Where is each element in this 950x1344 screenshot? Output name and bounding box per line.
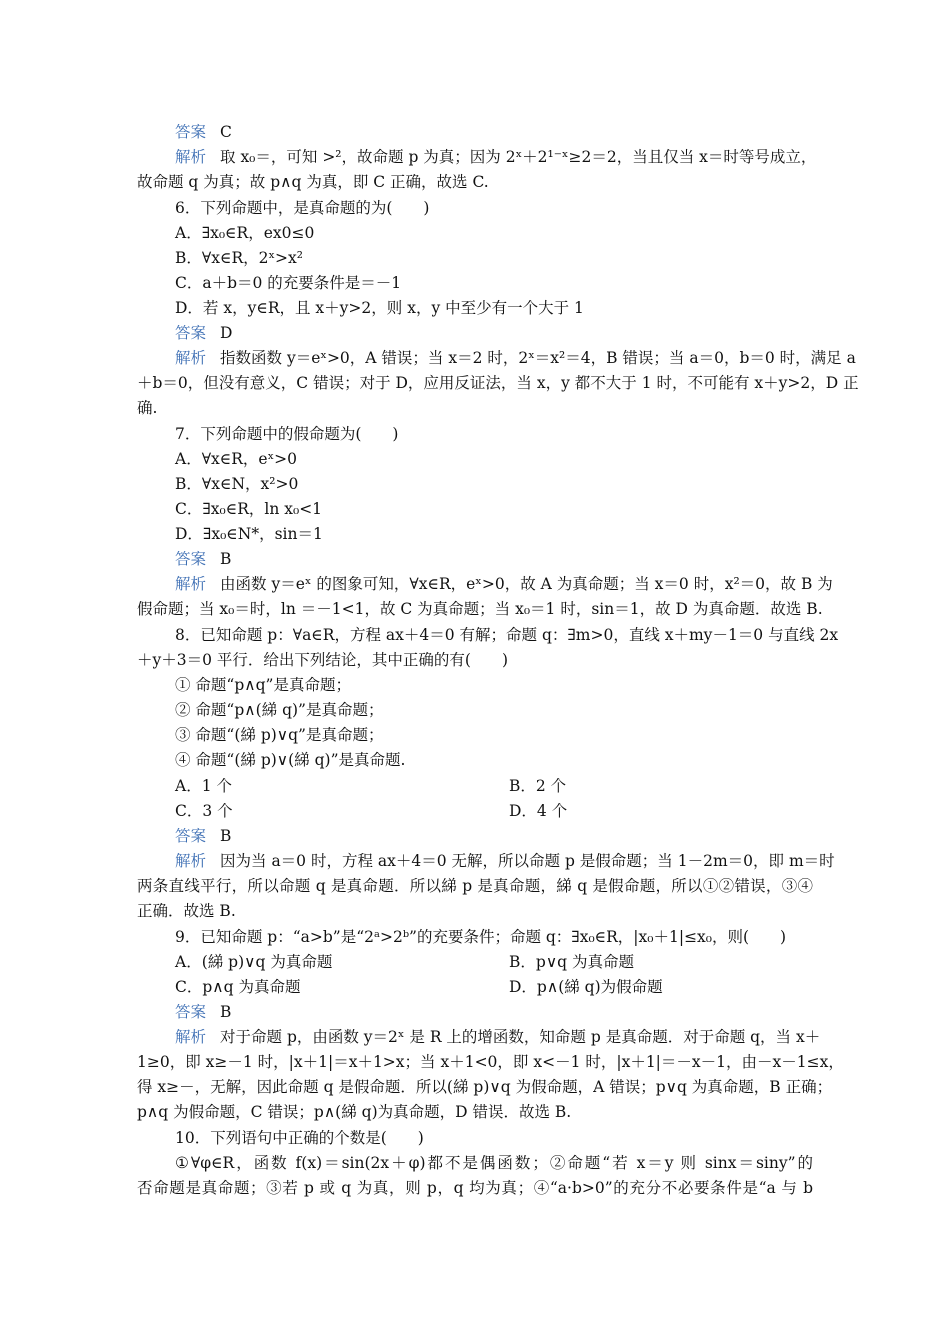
analysis-text: 指数函数 y＝eˣ>0，A 错误；当 x＝2 时，2ˣ＝x²＝4，B 错误；当 a＝0，b＝0 时，满足 a [220,349,856,367]
option-d: D．4 个 [509,802,568,820]
option-b: B．2 个 [509,777,567,795]
option-c: C．p∧q 为真命题 [175,978,301,996]
answer-value: B [220,827,232,845]
list-item: ③ 命题“(綈 p)∨q”是真命题； [175,726,384,744]
answer-line [175,826,231,846]
analysis-text: 得 x≥－，无解，因此命题 q 是假命题．所以(綈 p)∨q 为假命题，A 错误；p∨q 为真命题，B 正确； [137,1078,833,1096]
analysis-label: 解析 [175,852,207,870]
answer-value: B [220,1003,232,1021]
analysis-label: 解析 [175,349,207,367]
analysis-line [175,147,817,167]
question-body: ①∀φ∈R，函数 f(x)＝sin(2x＋φ)都不是偶函数；②命题“若 x＝y 则 sinx＝siny”的 [175,1154,813,1172]
list-item: ④ 命题“(綈 p)∨(綈 q)”是真命题. [175,751,406,769]
option-a: A．1 个 [175,777,232,795]
analysis-text: 由函数 y＝eˣ 的图象可知，∀x∈R，eˣ>0，故 A 为真命题；当 x＝0 时，x²＝0，故 B 为 [220,575,833,593]
analysis-text: 故命题 q 为真；故 p∧q 为真，即 C 正确，故选 C. [137,173,489,191]
analysis-text: 1≥0，即 x≥－1 时，|x＋1|＝x＋1>x；当 x＋1<0，即 x<－1 时，|x＋1|＝－x－1，由－x－1≤x， [137,1053,844,1071]
question-stem: 10．下列语句中正确的个数是( ) [175,1129,424,1147]
analysis-text: 假命题；当 x₀＝时，ln ＝－1<1，故 C 为真命题；当 x₀＝1 时，sin＝1，故 D 为真命题．故选 B. [137,600,823,618]
answer-value: B [220,550,232,568]
answer-line [175,549,231,569]
analysis-label: 解析 [175,1028,207,1046]
analysis-line [175,348,856,368]
option-c: C．∃x₀∈R，ln x₀<1 [175,500,323,518]
analysis-text: p∧q 为假命题，C 错误；p∧(綈 q)为真命题，D 错误．故选 B. [137,1103,572,1121]
option-b: B．∀x∈N，x²>0 [175,475,299,493]
option-c: C．a＋b＝0 的充要条件是＝－1 [175,274,402,292]
answer-label: 答案 [175,827,207,845]
analysis-text: 对于命题 p，由函数 y＝2ˣ 是 R 上的增函数，知命题 p 是真命题．对于命题 q，当 x＋ [220,1028,821,1046]
analysis-text: 因为当 a＝0 时，方程 ax＋4＝0 无解，所以命题 p 是假命题；当 1－2m＝0，即 m＝时 [220,852,835,870]
analysis-line [175,1027,821,1047]
analysis-text: 确. [137,399,158,417]
option-d: D．p∧(綈 q)为假命题 [509,978,663,996]
list-item: ② 命题“p∧(綈 q)”是真命题； [175,701,384,719]
answer-value: D [220,324,233,342]
option-b: B．∀x∈R，2ˣ>x² [175,249,304,267]
option-a: A．∀x∈R，eˣ>0 [175,450,298,468]
question-stem: 8．已知命题 p：∀a∈R，方程 ax＋4＝0 有解；命题 q：∃m>0，直线 x＋my－1＝0 与直线 2x [175,626,839,644]
question-body: 否命题是真命题；③若 p 或 q 为真，则 p，q 均为真；④“a·b>0”的充分不必要条件是“a 与 b [137,1179,813,1197]
option-c: C．3 个 [175,802,233,820]
list-item: ① 命题“p∧q”是真命题； [175,676,351,694]
option-d: D．若 x，y∈R，且 x＋y>2，则 x，y 中至少有一个大于 1 [175,299,584,317]
option-a: A．∃x₀∈R，ex0≤0 [175,224,315,242]
analysis-text: ＋b＝0，但没有意义，C 错误；对于 D，应用反证法，当 x，y 都不大于 1 时，不可能有 x＋y>2，D 正 [137,374,859,392]
option-d: D．∃x₀∈N*，sin＝1 [175,525,323,543]
answer-label: 答案 [175,550,207,568]
answer-value: C [220,123,232,141]
option-a: A．(綈 p)∨q 为真命题 [175,953,333,971]
analysis-line [175,574,833,594]
analysis-text: 两条直线平行，所以命题 q 是真命题．所以綈 p 是真命题，綈 q 是假命题，所以①②错误，③④ [137,877,813,895]
question-stem: 7．下列命题中的假命题为( ) [175,425,399,443]
answer-line [175,1002,231,1022]
answer-line [175,323,232,343]
analysis-text: 取 x₀＝，可知 >²，故命题 p 为真；因为 2ˣ＋2¹⁻ˣ≥2＝2，当且仅当 x＝时等号成立， [220,148,817,166]
answer-line [175,122,232,142]
question-stem: 9．已知命题 p：“a>b”是“2ᵃ>2ᵇ”的充要条件；命题 q：∃x₀∈R，|x₀＋1|≤x₀，则( ) [175,928,787,946]
question-stem: ＋y＋3＝0 平行．给出下列结论，其中正确的有( ) [137,651,509,669]
option-b: B．p∨q 为真命题 [509,953,635,971]
analysis-line [175,851,835,871]
analysis-text: 正确．故选 B. [137,902,236,920]
analysis-label: 解析 [175,148,207,166]
answer-label: 答案 [175,123,207,141]
answer-label: 答案 [175,324,207,342]
question-stem: 6．下列命题中，是真命题的为( ) [175,199,430,217]
answer-label: 答案 [175,1003,207,1021]
analysis-label: 解析 [175,575,207,593]
